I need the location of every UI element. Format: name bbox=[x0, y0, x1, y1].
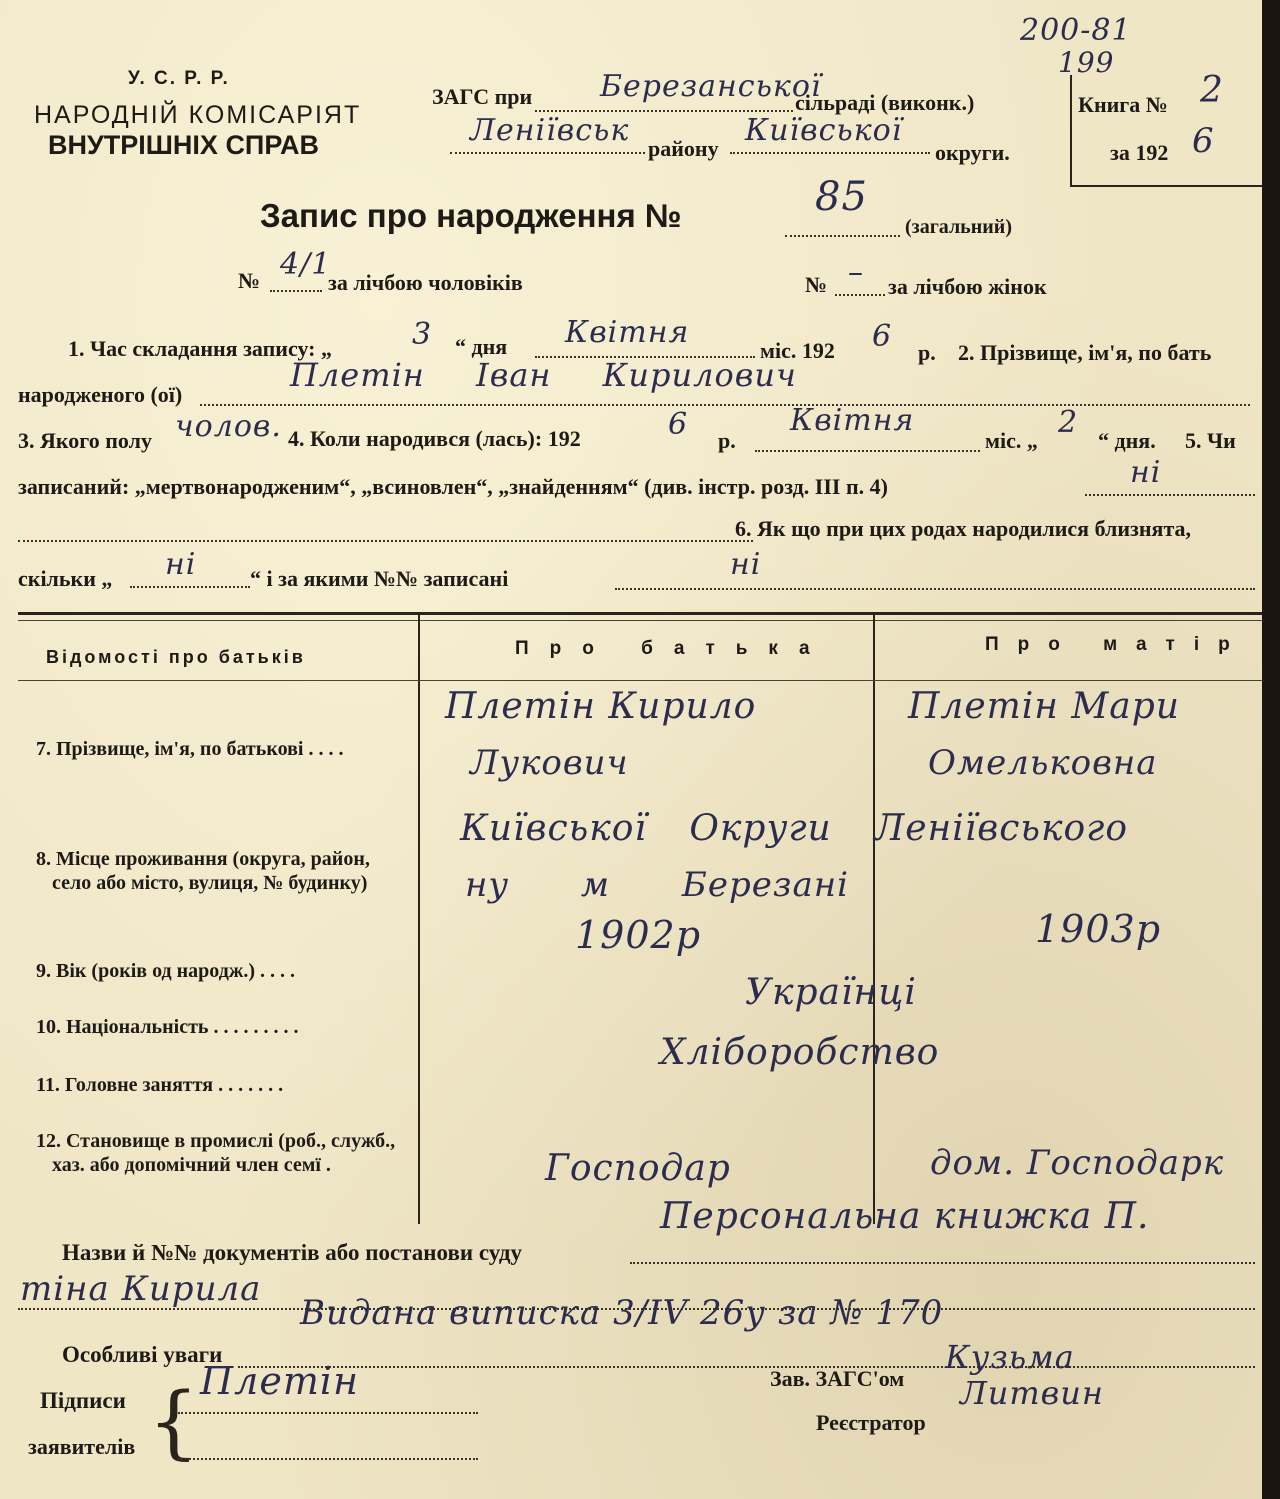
notes-value: Видана виписка 3/IV 26у за № 170 bbox=[300, 1293, 944, 1333]
applicants-brace: { bbox=[148, 1375, 199, 1468]
notes-line bbox=[238, 1366, 1255, 1368]
col-header-father: Про батька bbox=[515, 638, 831, 659]
field-1-month: Квітня bbox=[565, 315, 690, 350]
applicants-label: заявителів bbox=[28, 1434, 136, 1459]
row-9-mother: 1903р bbox=[1035, 907, 1162, 951]
male-count-label: за лічбою чоловіків bbox=[328, 270, 523, 295]
raion-line bbox=[450, 152, 645, 154]
zags-head-signature: Кузьма bbox=[945, 1338, 1075, 1376]
row-8-father-1: Київської Округи Леніївського bbox=[460, 808, 1129, 849]
field-4-month: Квітня bbox=[790, 403, 915, 438]
row-7-mother-1: Плетін Мари bbox=[908, 686, 1180, 727]
row-8-father-2: ну м Березані bbox=[465, 865, 849, 905]
applicant-sign-line-1 bbox=[178, 1412, 478, 1414]
silrada-line bbox=[535, 110, 793, 112]
table-top-rule-2 bbox=[18, 620, 1262, 621]
table-top-rule bbox=[18, 612, 1262, 615]
book-year-value: 6 bbox=[1192, 121, 1215, 161]
field-5-line2: записаний: „мертвонародженим“, „всиновлен“, „знайденням“ (див. інстр. розд. III п. 4) bbox=[18, 474, 888, 499]
book-number: 2 bbox=[1200, 70, 1224, 111]
zags-head-label: Зав. ЗАГС'ом bbox=[770, 1366, 905, 1391]
zags-prefix: ЗАГС при bbox=[432, 84, 533, 109]
silrada-value: Березанської bbox=[600, 69, 822, 104]
field-6-value: ні bbox=[165, 547, 197, 582]
row-12-label: 12. Становище в промислі (роб., служб., bbox=[36, 1130, 396, 1152]
documents-value-2: тіна Кирила bbox=[20, 1269, 262, 1309]
female-count-label: за лічбою жінок bbox=[888, 274, 1047, 299]
field-6-label: 6. Як що при цих родах народилися близнята, bbox=[735, 516, 1192, 541]
book-label: Книга № bbox=[1078, 92, 1168, 117]
documents-label: Назви й №№ документів або постанови суду bbox=[62, 1240, 522, 1265]
registrar-label: Реєстратор bbox=[816, 1410, 926, 1435]
field-5-value: ні bbox=[1130, 455, 1162, 490]
row-7-label: 7. Прізвище, ім'я, по батькові . . . . bbox=[36, 738, 344, 760]
field-3-label: 3. Якого полу bbox=[18, 428, 152, 453]
documents-line bbox=[630, 1262, 1255, 1264]
row-7-father-1: Плетін Кирило bbox=[445, 686, 757, 727]
row-8-label-2: село або місто, вулиця, № будинку) bbox=[52, 872, 368, 894]
male-no-line bbox=[270, 290, 322, 292]
field-4-day-word: “ дня. bbox=[1098, 428, 1156, 453]
field-4-label: 4. Коли народився (лась): 192 bbox=[288, 426, 581, 451]
record-no-line bbox=[785, 235, 900, 237]
male-no-value: 4/1 bbox=[280, 247, 332, 282]
table-col-divider-1 bbox=[418, 614, 420, 1224]
born-name-value: Плетін Іван Кирилович bbox=[290, 356, 797, 394]
archive-number-2: 199 bbox=[1058, 46, 1115, 79]
field-5-line bbox=[1085, 494, 1255, 496]
female-no-sign: № bbox=[805, 272, 828, 297]
field-3-value: чолов. bbox=[175, 409, 282, 444]
field-4-mis: міс. „ bbox=[985, 428, 1038, 453]
row-7-father-2: Лукович bbox=[470, 743, 629, 783]
row-9-father: 1902р bbox=[575, 913, 702, 957]
field-1-day: 3 bbox=[412, 317, 433, 352]
scan-edge bbox=[1262, 0, 1280, 1499]
male-no-sign: № bbox=[238, 268, 261, 293]
okruha-line bbox=[730, 152, 930, 154]
row-7-mother-2: Омельковна bbox=[928, 743, 1158, 783]
table-col-divider-2 bbox=[873, 614, 875, 1224]
commissariat-line1: НАРОДНІЙ КОМІСАРІЯТ bbox=[34, 101, 362, 129]
born-name-line bbox=[200, 404, 1250, 406]
row-12-father: Господар bbox=[545, 1148, 731, 1189]
field-2-label: 2. Прізвище, ім'я, по бать bbox=[958, 340, 1212, 365]
row-12-label-2: хаз. або допомічний член семї . bbox=[52, 1154, 331, 1176]
row-11-value: Хліборобство bbox=[660, 1032, 940, 1073]
field-1-label: 1. Час складання запису: „ bbox=[68, 336, 332, 361]
field-4-month-line bbox=[755, 450, 980, 452]
field-4-year: 6 bbox=[668, 407, 689, 442]
record-number: 85 bbox=[815, 174, 868, 220]
born-label: народженого (ої) bbox=[18, 382, 183, 407]
okruha-label: округи. bbox=[935, 140, 1010, 165]
zags-suffix: сільраді (виконк.) bbox=[795, 90, 975, 115]
book-year-label: за 192 bbox=[1110, 140, 1169, 165]
field-4-r: р. bbox=[718, 428, 736, 453]
female-no-line bbox=[835, 294, 885, 296]
row-10-value: Українці bbox=[745, 972, 917, 1013]
raion-label: району bbox=[648, 136, 719, 161]
notes-label: Особливі уваги bbox=[62, 1342, 223, 1367]
field-6-skilky: скільки „ bbox=[18, 566, 113, 591]
commissariat-line2: ВНУТРІШНІХ СПРАВ bbox=[48, 130, 319, 160]
applicant-sign-line-2 bbox=[178, 1458, 478, 1460]
row-8-label: 8. Місце проживання (округа, район, bbox=[36, 848, 370, 870]
signatures-label: Підписи bbox=[40, 1388, 126, 1413]
field-6-mid: “ і за якими №№ записані bbox=[250, 566, 509, 591]
row-12-mother: дом. Господарк bbox=[930, 1143, 1225, 1183]
col-header-parents: Відомості про батьків bbox=[46, 647, 306, 667]
applicant-signature: Плетін bbox=[200, 1359, 360, 1403]
raion-value: Леніївськ bbox=[470, 113, 630, 148]
documents-value: Персональна книжка П. bbox=[660, 1196, 1150, 1237]
row-9-label: 9. Вік (років од народж.) . . . . bbox=[36, 960, 295, 982]
field-1-day-word: “ дня bbox=[455, 334, 508, 359]
okruha-value: Київської bbox=[745, 113, 903, 148]
col-header-mother: Про матір bbox=[985, 634, 1249, 655]
ussr-label: У. С. Р. Р. bbox=[128, 68, 230, 89]
field-4-day: 2 bbox=[1058, 405, 1079, 440]
field-5-label: 5. Чи bbox=[1185, 428, 1236, 453]
female-no-value: – bbox=[848, 255, 864, 290]
field-1-mis: міс. 192 bbox=[760, 338, 835, 363]
field-6-count-line bbox=[130, 586, 250, 588]
field-1-r: р. bbox=[918, 340, 936, 365]
general-label: (загальний) bbox=[905, 216, 1012, 238]
field-6-value2: ні bbox=[730, 547, 762, 582]
row-10-label: 10. Національність . . . . . . . . . bbox=[36, 1016, 299, 1038]
field-1-year: 6 bbox=[872, 319, 893, 354]
archive-number: 200-81 bbox=[1020, 13, 1132, 48]
field-6-blank-line bbox=[18, 540, 753, 542]
field-6-records-line bbox=[615, 588, 1255, 590]
row-11-label: 11. Головне заняття . . . . . . . bbox=[36, 1074, 284, 1096]
table-header-rule bbox=[18, 680, 1262, 681]
registrar-signature: Литвин bbox=[960, 1374, 1104, 1412]
page-title: Запис про народження № bbox=[260, 197, 682, 234]
